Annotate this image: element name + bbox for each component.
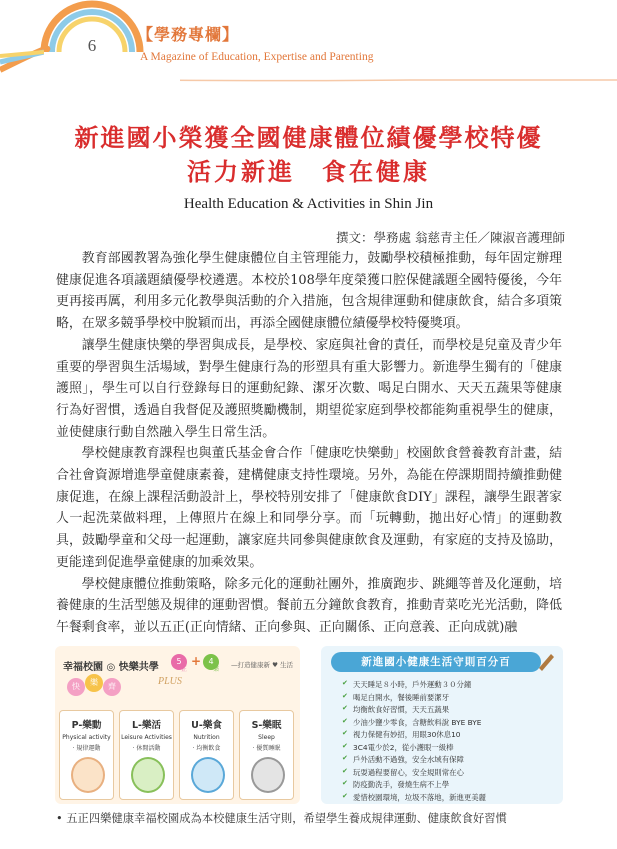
image-caption: • 五正四樂健康幸福校園成為本校健康生活守則，希望學生養成規律運動、健康飲食好習慣: [56, 812, 507, 825]
check-icon: ✔: [342, 716, 348, 725]
card-sleep: [239, 710, 294, 800]
five-badge: 5: [171, 654, 187, 670]
card-physical: [59, 710, 114, 800]
card-chinese: · 休閒活動: [132, 745, 161, 752]
article-title-line1: 新進國小榮獲全國健康體位績優學校特優: [74, 124, 543, 152]
card-english: Leisure Activities: [121, 734, 172, 741]
rule-item: 3C4電少於2，從小護眼一級棒: [353, 742, 454, 752]
bubble-kuai: 快: [67, 678, 85, 696]
bubble-qi: 齊: [103, 678, 121, 696]
card-head: P-樂動: [71, 720, 102, 731]
article-subtitle: Health Education & Activities in Shin Jin: [183, 196, 434, 212]
elephant-illustration-icon: [191, 757, 225, 793]
plus-label: PLUS: [158, 676, 182, 687]
check-icon: ✔: [342, 791, 348, 800]
rule-item: 少油少鹽少零食，含糖飲料說 BYE BYE: [353, 717, 482, 727]
check-icon: ✔: [342, 679, 348, 687]
article-body: [56, 248, 562, 639]
check-icon: ✔: [342, 754, 348, 762]
card-leisure: [119, 710, 174, 800]
check-icon: ✔: [342, 729, 348, 737]
card-chinese: · 優質睡眠: [252, 745, 281, 752]
infographic-title: 幸福校園 ◎ 快樂共學: [63, 662, 159, 673]
paragraph: 學校健康教育課程也與董氏基金會合作「健康吃快樂動」校園飲食營養教育計畫，結合社會資源增進學童健康素養，建構健康支持性環境。另外，為能在停課期間持續推動健康促進，在線上課程活動設計上，學校特別安排了「健康飲食DIY」課程，讓學生跟著家人一起洗菜做料理，上傳照片在線上和同學分享。而「玩轉動，拋出好心情」的運動教具，鼓勵學童和父母一起運動，讓家庭共同參與健康飲食及運動，有家庭的支持及協助，更能達到促進學童健康的加乘效果。: [56, 446, 562, 570]
bubble-le: 樂: [85, 674, 103, 692]
card-chinese: · 規律運動: [72, 745, 101, 752]
paragraph: 學校健康體位推動策略，除多元化的運動社團外，推廣跑步、跳繩等普及化運動，培養健康的生活型態及規律的運動習慣。餐前五分鐘飲食教育，推動青菜吃光光活動，降低午餐剩食率，並以五正(正向情緒、正向參與、正向關係、正向意義、正向成就)融: [56, 576, 562, 635]
card-nutrition: [179, 710, 234, 800]
card-head: S-樂眠: [251, 720, 282, 731]
pencil-icon: [535, 650, 557, 672]
card-chinese: · 均衡飲食: [192, 745, 221, 752]
four-badge-label: 樂: [213, 666, 220, 673]
happy-campus-infographic: [55, 646, 300, 804]
cat-illustration-icon: [251, 757, 285, 793]
article-title-line2: 活力新進 食在健康: [187, 158, 430, 186]
card-english: Physical activity: [62, 734, 111, 741]
check-icon: ✔: [342, 691, 348, 700]
rule-item: 天天睡足８小時，戶外運動３０分鐘: [353, 680, 472, 689]
card-english: Nutrition: [193, 734, 220, 741]
infographic-tagline: —打造健康新 ♥ 生活: [231, 661, 293, 669]
paragraph: 教育部國教署為強化學生健康體位自主管理能力，鼓勵學校積極推動，每年固定辦理健康促進各項議題績優學校遴選。本校於108學年度榮獲口腔保健議題全國特優後，今年更再接再厲，利用多元化教學與活動的介入措施，包含規律運動和健康飲食，結合多項策略，在眾多競爭學校中脫穎而出，再添全國健康體位績優學校特優獎項。: [56, 251, 562, 332]
page-header: [0, 0, 617, 92]
doctor-illustration-icon: [71, 757, 105, 793]
rule-item: 防疫勤洗手，發燒生病不上學: [353, 780, 450, 789]
card-head: L-樂活: [132, 720, 161, 731]
five-badge-label: 正: [181, 666, 188, 673]
check-icon: ✔: [342, 766, 348, 775]
check-icon: ✔: [342, 741, 348, 750]
rule-item: 愛惜校園環境，垃圾不落地，新進更美麗: [353, 792, 487, 802]
column-title: 【學務專欄】: [137, 25, 240, 44]
rule-item: 戶外活動不過強，安全水域有保障: [353, 755, 464, 764]
rule-item: 玩耍過程要留心，安全規則常在心: [353, 767, 464, 777]
check-icon: ✔: [342, 704, 348, 712]
health-rules-box: [321, 646, 563, 804]
plus-sign: +: [191, 654, 202, 668]
rule-item: 喝足白開水，餐後睡前要潔牙: [353, 692, 450, 702]
rule-item: 視力保健有妙招，用眼30休息10: [353, 730, 461, 739]
four-badge: 4: [203, 654, 219, 670]
column-subtitle: A Magazine of Education, Expertise and Parenting: [140, 51, 374, 63]
kid-illustration-icon: [131, 757, 165, 793]
rules-title: 新進國小健康生活守則百分百: [331, 652, 541, 672]
rule-item: 均衡飲食好習慣，天天五蔬果: [353, 705, 450, 714]
card-english: Sleep: [258, 734, 275, 741]
page-number: 6: [87, 36, 97, 55]
check-icon: ✔: [342, 779, 348, 787]
article-author: 撰文：學務處 翁慈青主任／陳淑音護理師: [336, 230, 565, 245]
paragraph: 讓學生健康快樂的學習與成長，是學校、家庭與社會的責任，而學校是兒童及青少年重要的學習與生活場域，對學生健康行為的形塑具有重大影響力。新進學生獨有的「健康護照」，學生可以自行登錄每日的運動紀錄、潔牙次數、喝足白開水、天天五蔬果等健康行為好習慣，透過自我督促及護照獎勵機制，期望從家庭到學校都能夠重視學生的健康，並使健康行動自然融入學生日常生活。: [56, 337, 562, 440]
card-head: U-樂食: [191, 720, 222, 731]
